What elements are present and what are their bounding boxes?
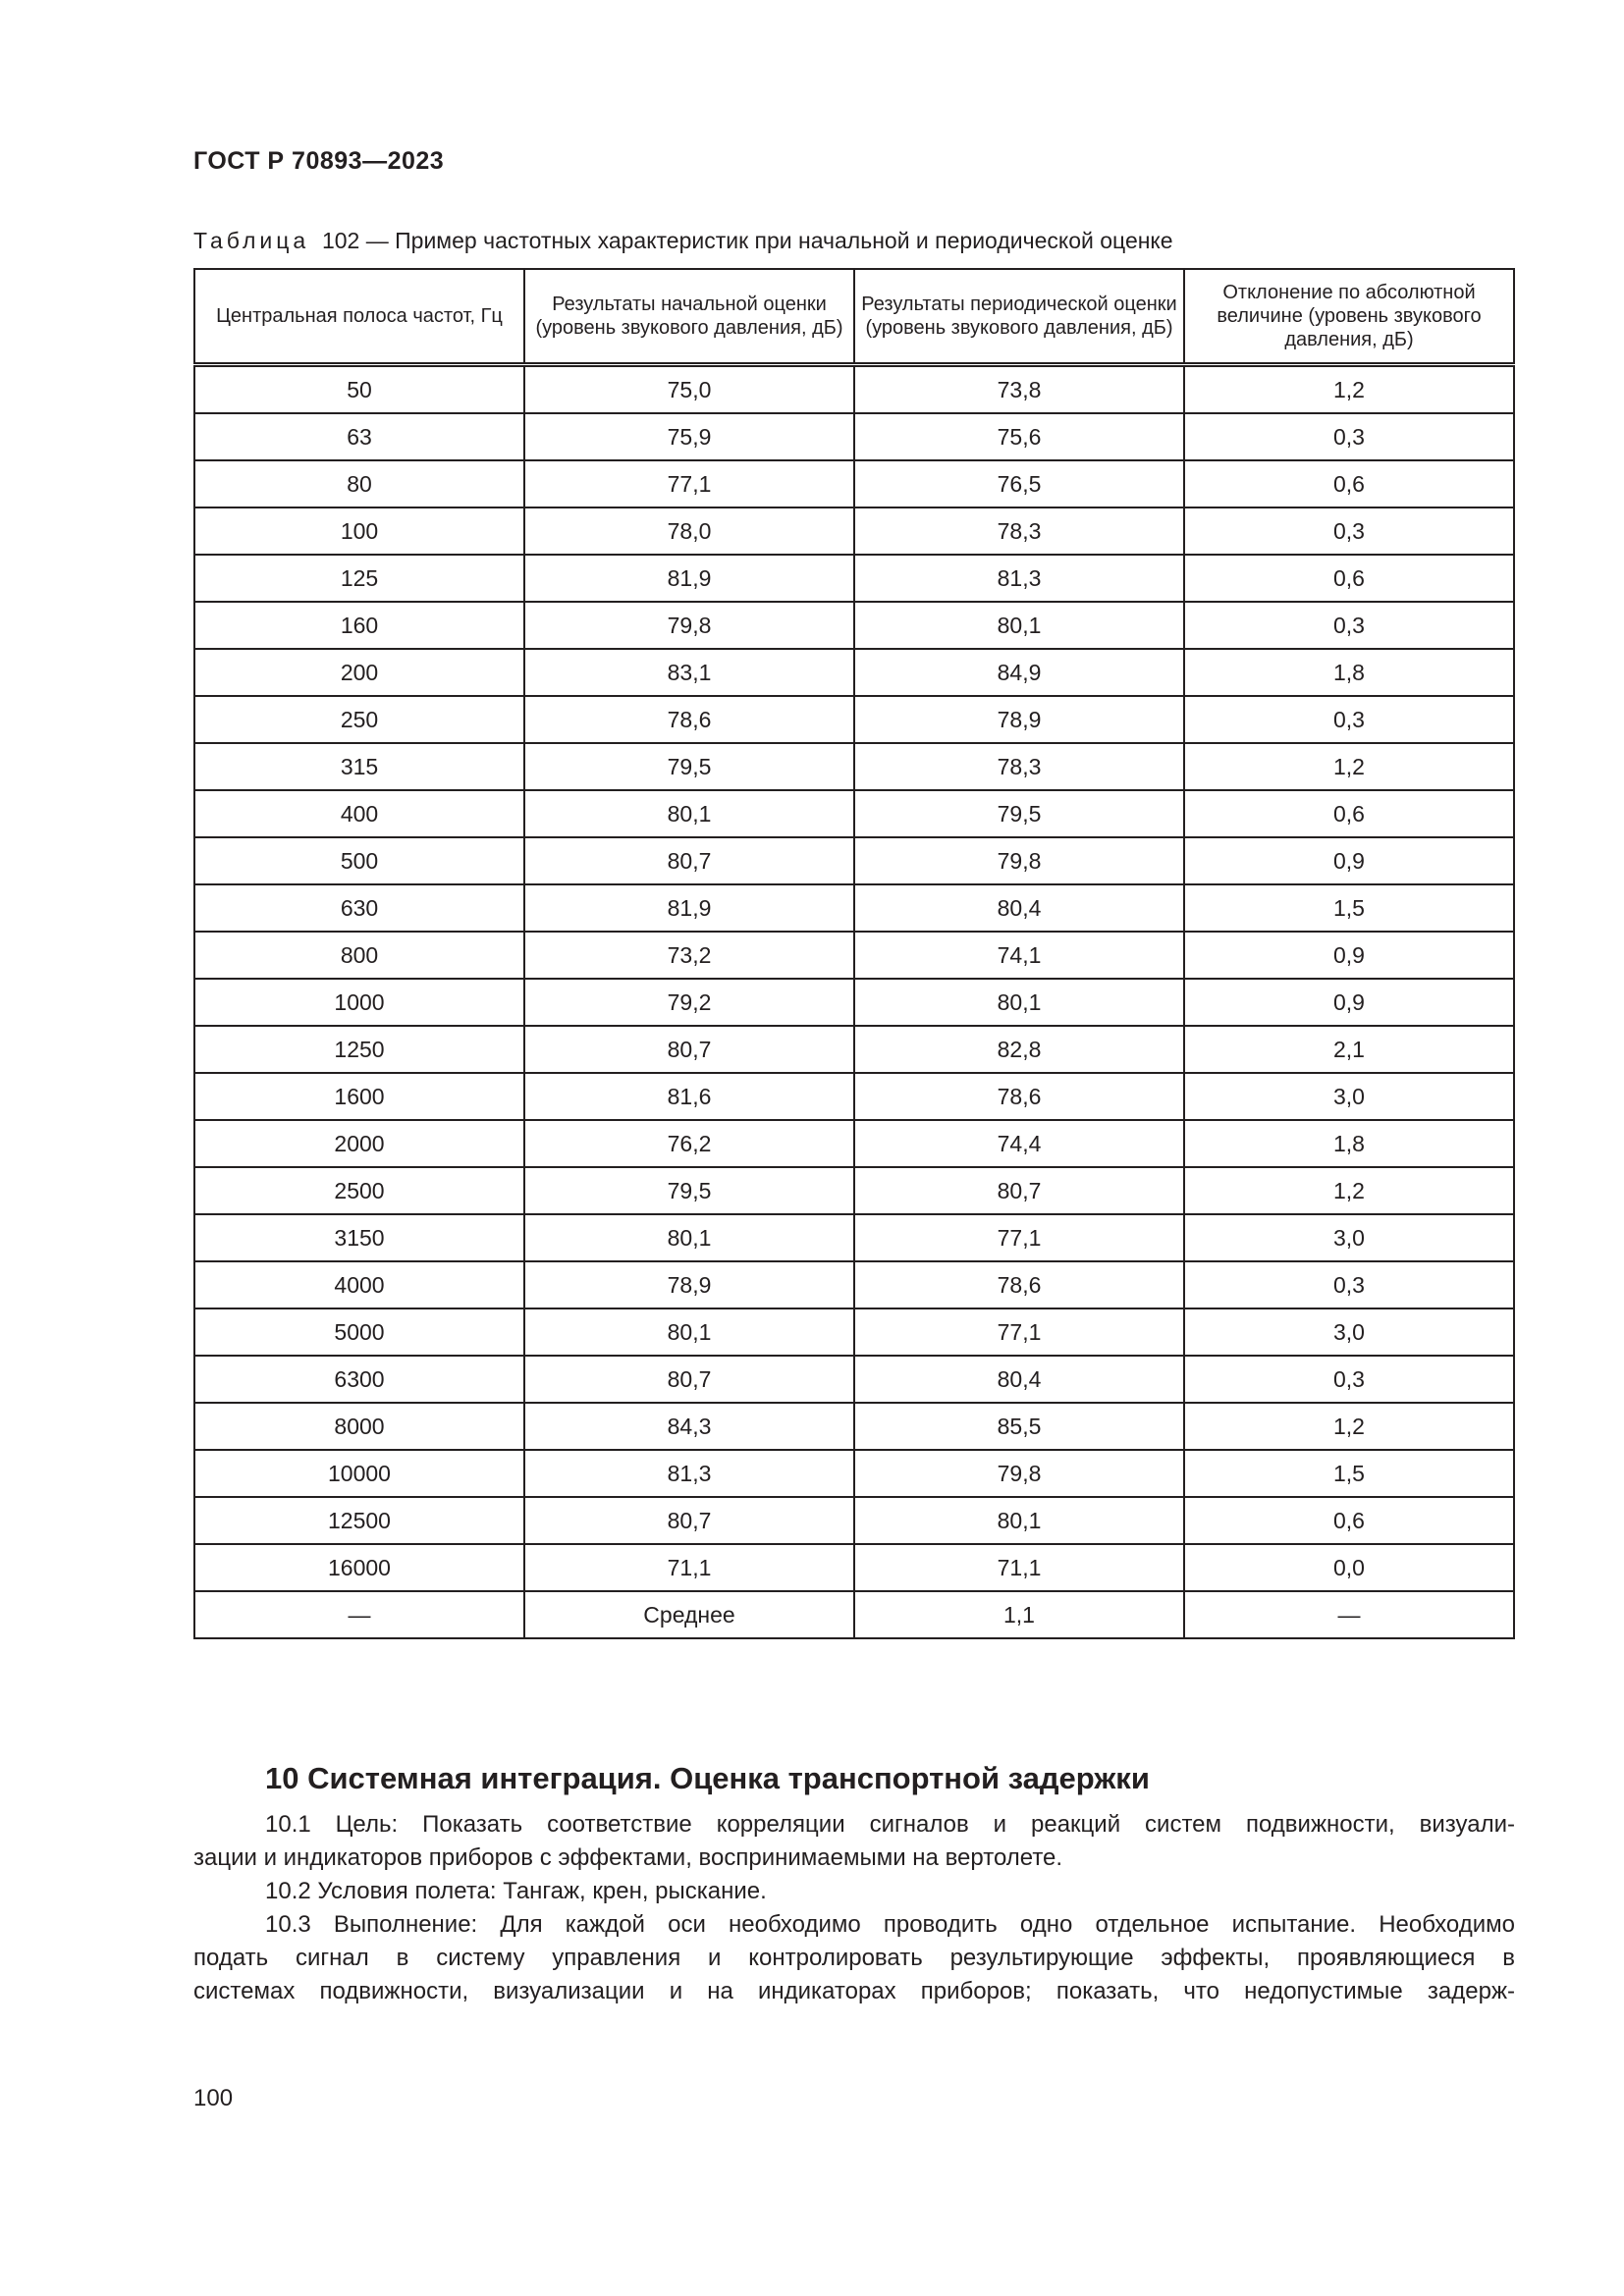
- table-cell: 79,8: [854, 1450, 1184, 1497]
- table-row: [194, 1497, 1514, 1544]
- table-cell: 3,0: [1184, 1214, 1514, 1261]
- table-cell: 80,1: [854, 979, 1184, 1026]
- table-row: [194, 1120, 1514, 1167]
- table-cell: 80: [194, 460, 524, 507]
- table-row: [194, 649, 1514, 696]
- table-row: [194, 932, 1514, 979]
- table-cell: 0,6: [1184, 790, 1514, 837]
- table-cell: 100: [194, 507, 524, 555]
- table-row: [194, 1026, 1514, 1073]
- table-cell: 78,9: [524, 1261, 854, 1308]
- table-cell: 80,7: [524, 837, 854, 884]
- table-cell: 4000: [194, 1261, 524, 1308]
- table-cell: 81,6: [524, 1073, 854, 1120]
- table-cell: 78,6: [854, 1261, 1184, 1308]
- table-cell: 3,0: [1184, 1073, 1514, 1120]
- table-cell: 80,4: [854, 884, 1184, 932]
- table-cell: 1,5: [1184, 1450, 1514, 1497]
- table-cell: 125: [194, 555, 524, 602]
- table-row: [194, 1544, 1514, 1591]
- table-cell: 1,2: [1184, 1403, 1514, 1450]
- table-cell: 78,0: [524, 507, 854, 555]
- table-cell: 0,3: [1184, 413, 1514, 460]
- table-cell: 6300: [194, 1356, 524, 1403]
- table-cell: 1250: [194, 1026, 524, 1073]
- table-row: [194, 460, 1514, 507]
- table-row: [194, 884, 1514, 932]
- table-cell: 78,6: [854, 1073, 1184, 1120]
- table-cell: 80,1: [854, 1497, 1184, 1544]
- table-caption-prefix: Таблица: [193, 228, 310, 253]
- paragraph-10-3-line-1: 10.3 Выполнение: Для каждой оси необходимо проводить одно отдельное испытание. Необходимо: [265, 1911, 1515, 1938]
- table-cell: 75,9: [524, 413, 854, 460]
- paragraph-10-3-line-3: системах подвижности, визуализации и на индикаторах приборов; показать, что недопустимые задерж-: [193, 1978, 1515, 2004]
- table-cell: 0,9: [1184, 837, 1514, 884]
- table-cell: 80,1: [524, 1214, 854, 1261]
- table-cell: 74,1: [854, 932, 1184, 979]
- table-cell: 50: [194, 365, 524, 414]
- table-cell: —: [194, 1591, 524, 1638]
- table-row: [194, 743, 1514, 790]
- table-cell: 80,1: [524, 790, 854, 837]
- table-row: [194, 1167, 1514, 1214]
- table-cell: 10000: [194, 1450, 524, 1497]
- table-row: [194, 696, 1514, 743]
- table-cell: 85,5: [854, 1403, 1184, 1450]
- table-cell: 800: [194, 932, 524, 979]
- table-cell: 400: [194, 790, 524, 837]
- table-cell: 80,4: [854, 1356, 1184, 1403]
- table-caption-text: 102 — Пример частотных характеристик при начальной и периодической оценке: [321, 228, 1173, 253]
- table-cell: 12500: [194, 1497, 524, 1544]
- table-row: [194, 790, 1514, 837]
- table-cell: 0,9: [1184, 932, 1514, 979]
- table-body: [194, 365, 1514, 1639]
- document-header: ГОСТ Р 70893—2023: [193, 147, 445, 175]
- table-cell: 81,9: [524, 555, 854, 602]
- table-cell: 84,3: [524, 1403, 854, 1450]
- table-row: [194, 979, 1514, 1026]
- table-cell: 71,1: [854, 1544, 1184, 1591]
- table-row: [194, 1450, 1514, 1497]
- table-cell: 0,9: [1184, 979, 1514, 1026]
- table-cell: 83,1: [524, 649, 854, 696]
- table-cell: 0,6: [1184, 460, 1514, 507]
- table-row: [194, 1591, 1514, 1638]
- table-cell: 63: [194, 413, 524, 460]
- section-heading: 10 Системная интеграция. Оценка транспортной задержки: [265, 1761, 1150, 1795]
- table-cell: 160: [194, 602, 524, 649]
- table-cell: —: [1184, 1591, 1514, 1638]
- table-cell: 1600: [194, 1073, 524, 1120]
- table-cell: 84,9: [854, 649, 1184, 696]
- table-cell: 79,8: [854, 837, 1184, 884]
- table-cell: 16000: [194, 1544, 524, 1591]
- table-cell: 1,1: [854, 1591, 1184, 1638]
- paragraph-10-2: 10.2 Условия полета: Тангаж, крен, рыскание.: [265, 1878, 767, 1904]
- table-cell: 77,1: [854, 1214, 1184, 1261]
- table-cell: 75,6: [854, 413, 1184, 460]
- table-cell: 0,3: [1184, 1356, 1514, 1403]
- column-header: Результаты начальной оценки (уровень звукового давления, дБ): [524, 269, 854, 365]
- table-row: [194, 1214, 1514, 1261]
- section-body: [193, 1808, 1515, 2008]
- table-cell: 500: [194, 837, 524, 884]
- table-cell: 3,0: [1184, 1308, 1514, 1356]
- table-cell: 200: [194, 649, 524, 696]
- table-cell: 1000: [194, 979, 524, 1026]
- table-cell: 75,0: [524, 365, 854, 414]
- table-header-row: [194, 269, 1514, 365]
- column-header: Результаты периодической оценки (уровень звукового давления, дБ): [854, 269, 1184, 365]
- table-cell: 79,5: [524, 1167, 854, 1214]
- table-cell: 80,1: [524, 1308, 854, 1356]
- table-cell: 78,6: [524, 696, 854, 743]
- table-cell: 76,5: [854, 460, 1184, 507]
- table-cell: 2000: [194, 1120, 524, 1167]
- table-cell: 630: [194, 884, 524, 932]
- table-caption: [193, 228, 1173, 254]
- column-header: Отклонение по абсолютной величине (уровень звукового давления, дБ): [1184, 269, 1514, 365]
- table-cell: 81,3: [524, 1450, 854, 1497]
- table-cell: 80,7: [524, 1356, 854, 1403]
- table-cell: Среднее: [524, 1591, 854, 1638]
- table-cell: 79,2: [524, 979, 854, 1026]
- table-row: [194, 602, 1514, 649]
- table-cell: 3150: [194, 1214, 524, 1261]
- page-number: 100: [193, 2085, 234, 2111]
- table-cell: 1,2: [1184, 1167, 1514, 1214]
- table-cell: 77,1: [524, 460, 854, 507]
- paragraph-10-1-line-1: 10.1 Цель: Показать соответствие корреляции сигналов и реакций систем подвижности, визуали-: [265, 1811, 1515, 1838]
- table-cell: 80,7: [524, 1026, 854, 1073]
- table-row: [194, 1073, 1514, 1120]
- table-cell: 5000: [194, 1308, 524, 1356]
- table-cell: 0,3: [1184, 696, 1514, 743]
- table-cell: 0,6: [1184, 555, 1514, 602]
- paragraph-10-1-line-2: зации и индикаторов приборов с эффектами, воспринимаемыми на вертолете.: [193, 1844, 1063, 1871]
- table-cell: 80,1: [854, 602, 1184, 649]
- table-cell: 1,2: [1184, 743, 1514, 790]
- table-cell: 2500: [194, 1167, 524, 1214]
- table-cell: 78,3: [854, 743, 1184, 790]
- table-row: [194, 413, 1514, 460]
- table-cell: 81,3: [854, 555, 1184, 602]
- paragraph-10-3-line-2: подать сигнал в систему управления и контролировать результирующие эффекты, проявляющиеся в: [193, 1945, 1515, 1971]
- table-row: [194, 1356, 1514, 1403]
- table-row: [194, 1308, 1514, 1356]
- frequency-response-table: [193, 268, 1515, 1639]
- table-cell: 250: [194, 696, 524, 743]
- table-cell: 73,2: [524, 932, 854, 979]
- table-cell: 78,9: [854, 696, 1184, 743]
- table-cell: 2,1: [1184, 1026, 1514, 1073]
- table-cell: 1,2: [1184, 365, 1514, 414]
- table-cell: 1,8: [1184, 1120, 1514, 1167]
- table-cell: 74,4: [854, 1120, 1184, 1167]
- table-cell: 71,1: [524, 1544, 854, 1591]
- table-cell: 1,5: [1184, 884, 1514, 932]
- table-row: [194, 1403, 1514, 1450]
- table-cell: 1,8: [1184, 649, 1514, 696]
- table-cell: 79,8: [524, 602, 854, 649]
- table-cell: 81,9: [524, 884, 854, 932]
- table-cell: 0,6: [1184, 1497, 1514, 1544]
- table-cell: 0,0: [1184, 1544, 1514, 1591]
- column-header: Центральная полоса частот, Гц: [194, 269, 524, 365]
- table-cell: 80,7: [524, 1497, 854, 1544]
- table-cell: 73,8: [854, 365, 1184, 414]
- table-cell: 0,3: [1184, 1261, 1514, 1308]
- table-cell: 82,8: [854, 1026, 1184, 1073]
- table-row: [194, 837, 1514, 884]
- table-cell: 0,3: [1184, 507, 1514, 555]
- table-cell: 79,5: [524, 743, 854, 790]
- table-cell: 76,2: [524, 1120, 854, 1167]
- table-row: [194, 1261, 1514, 1308]
- table-cell: 315: [194, 743, 524, 790]
- table-cell: 8000: [194, 1403, 524, 1450]
- table-cell: 79,5: [854, 790, 1184, 837]
- table-cell: 77,1: [854, 1308, 1184, 1356]
- table-row: [194, 555, 1514, 602]
- table-cell: 0,3: [1184, 602, 1514, 649]
- table-cell: 80,7: [854, 1167, 1184, 1214]
- table-cell: 78,3: [854, 507, 1184, 555]
- table-row: [194, 365, 1514, 414]
- table-row: [194, 507, 1514, 555]
